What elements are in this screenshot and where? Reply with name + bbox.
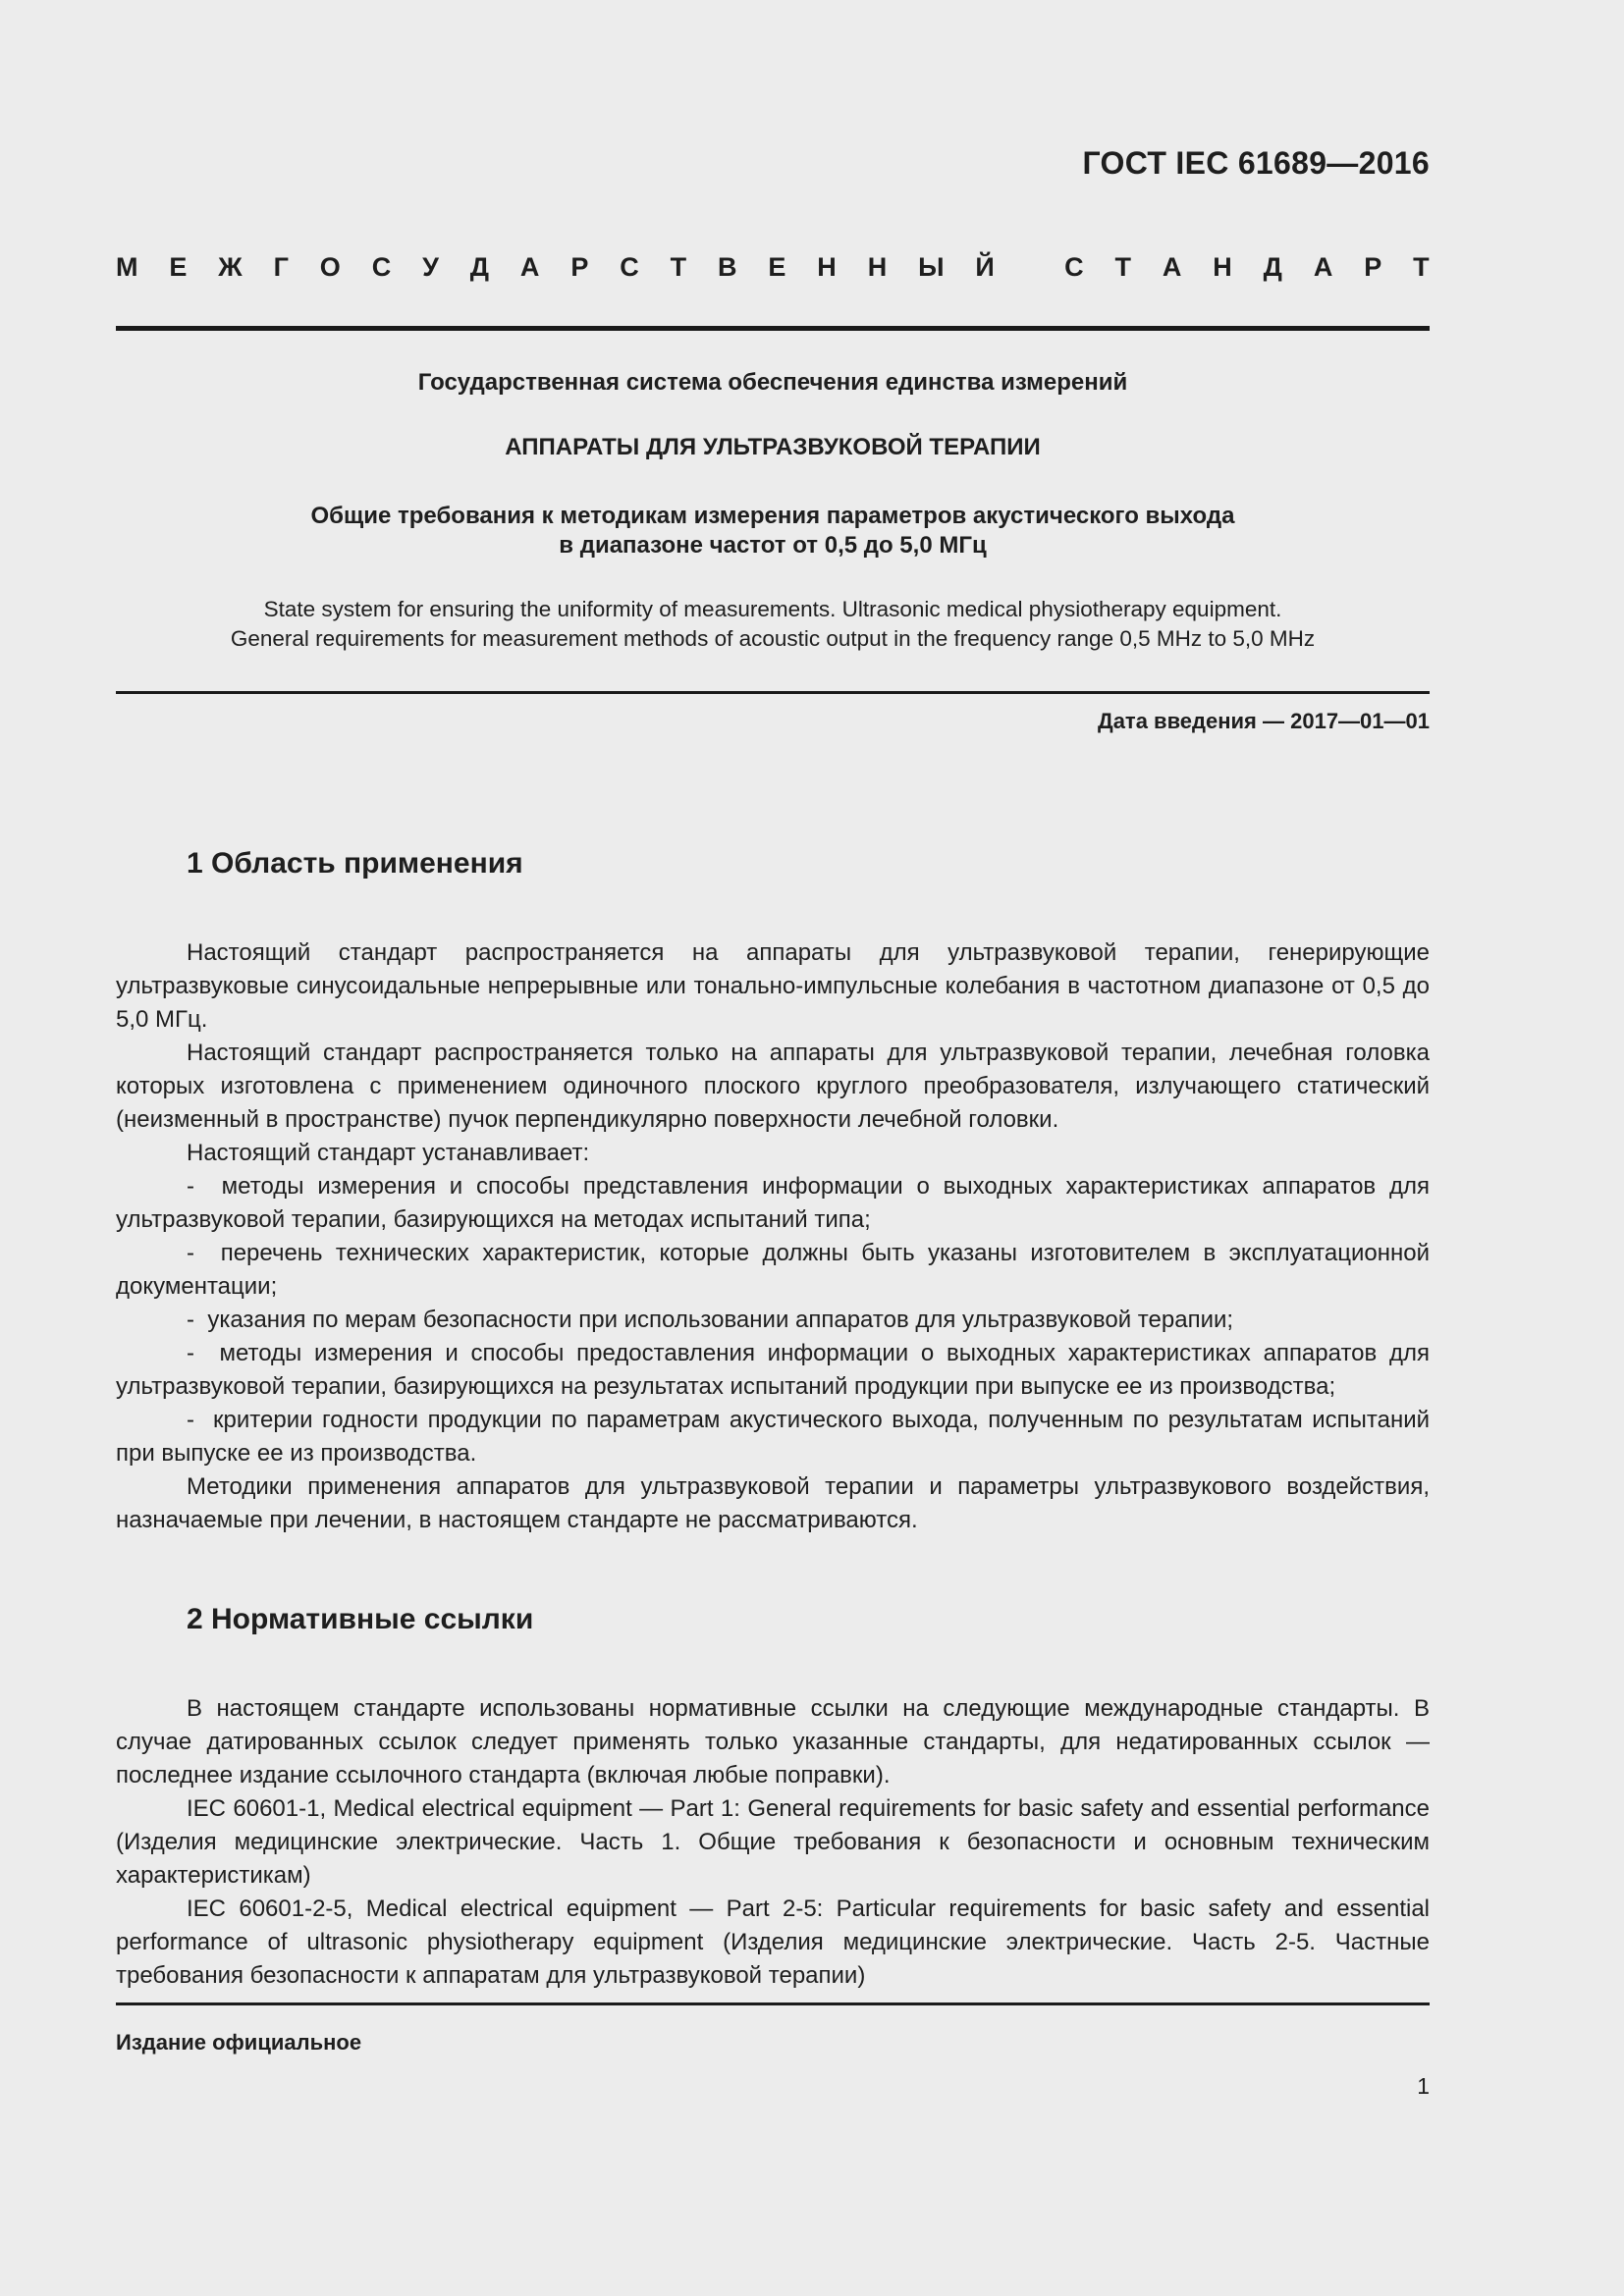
section-normative-references [116,1602,1430,1993]
banner-letter: А [1162,252,1182,282]
list-item: - критерии годности продукции по параметрам акустического выхода, полученным по результатам испытаний при выпуске ее из производства. [116,1404,1430,1470]
banner-letter: Н [1213,252,1232,282]
paragraph: Настоящий стандарт распространяется только на аппараты для ультразвуковой терапии, лечебная головка которых изготовлена с применением одиночного плоского круглого преобразователя, излучающего статический (неизменный в пространстве) пучок перпендикулярно поверхности лечебной головки. [116,1040,1430,1133]
banner-letter: Н [867,252,888,282]
main-title: АППАРАТЫ ДЛЯ УЛЬТРАЗВУКОВОЙ ТЕРАПИИ [505,434,1041,460]
english-title-line-2: General requirements for measurement methods of acoustic output in the frequency range 0,5 MHz to 5,0 MHz [230,626,1316,651]
section-scope [116,846,1430,1537]
footer-divider [116,2002,1430,2005]
banner-letter: Ж [218,252,243,282]
paragraph: IEC 60601-1, Medical electrical equipment — Part 1: General requirements for basic safety and essential performance (Изделия медицинские электрические. Часть 1. Общие требования к безопасности и основным техническим характеристикам) [116,1795,1430,1889]
paragraph: Настоящий стандарт распространяется на аппараты для ультразвуковой терапии, генерирующие ультразвуковые синусоидальные непрерывные или тонально-импульсные колебания в частотном диапазоне от 0,5 до 5,0 МГц. [116,939,1430,1033]
sub-title-line-1: Общие требования к методикам измерения параметров акустического выхода [310,503,1235,529]
banner-letter: Т [1114,252,1131,282]
standard-code: ГОСТ IEC 61689—2016 [1082,145,1430,181]
paragraph: В настоящем стандарте использованы нормативные ссылки на следующие международные стандарты. В случае датированных ссылок следует применять только указанные стандарты, для недатированных ссылок — последнее издание ссылочного стандарта (включая любые поправки). [116,1695,1430,1789]
paragraph: Методики применения аппаратов для ультразвуковой терапии и параметры ультразвукового воздействия, назначаемые при лечении, в настоящем стандарте не рассматриваются. [116,1473,1430,1533]
banner-letter: Й [975,252,995,282]
title-divider [116,691,1430,694]
section-heading: 1 Область применения [187,847,523,880]
english-title-line-1: State system for ensuring the uniformity of measurements. Ultrasonic medical physiotherapy equipment. [263,597,1282,621]
introduction-date: Дата введения — 2017—01—01 [1098,709,1430,733]
banner-letter: В [718,252,737,282]
section-heading: 2 Нормативные ссылки [187,1603,534,1635]
banner-letter: Д [469,252,490,282]
english-title [116,595,1430,654]
sub-title [116,502,1430,561]
banner-letter: А [1313,252,1333,282]
official-edition-label: Издание официальное [116,2030,362,2055]
header-divider [116,326,1430,331]
list-item: - методы измерения и способы представления информации о выходных характеристиках аппаратов для ультразвуковой терапии, базирующихся на методах испытаний типа; [116,1170,1430,1237]
banner-letter: С [371,252,392,282]
banner-letter: М [116,252,138,282]
sub-title-line-2: в диапазоне частот от 0,5 до 5,0 МГц [559,532,987,559]
paragraph: IEC 60601-2-5, Medical electrical equipment — Part 2-5: Particular requirements for basic safety and essential performance of ultrasonic physiotherapy equipment (Изделия медицинские электрические. Часть 2-5. Частные требования безопасности к аппаратам для ультразвуковой терапии) [116,1896,1430,1989]
list-item: - методы измерения и способы предоставления информации о выходных характеристиках аппаратов для ультразвуковой терапии, базирующихся на результатах испытаний продукции при выпуске ее из производства; [116,1337,1430,1404]
system-title: Государственная система обеспечения единства измерений [417,369,1128,396]
banner-letter: Н [817,252,837,282]
banner-letter: А [519,252,540,282]
banner-letter: Р [570,252,589,282]
interstate-standard-banner [116,252,1430,283]
banner-letter: Е [768,252,786,282]
banner-letter: Т [670,252,687,282]
banner-letter: У [422,252,439,282]
banner-letter: Г [273,252,289,282]
list-item: - перечень технических характеристик, которые должны быть указаны изготовителем в эксплуатационной документации; [116,1237,1430,1304]
banner-letter: С [620,252,639,282]
page-number: 1 [1417,2073,1430,2099]
banner-letter: Р [1364,252,1382,282]
list-item: - указания по мерам безопасности при использовании аппаратов для ультразвуковой терапии; [116,1304,1430,1337]
banner-letter: Д [1263,252,1282,282]
paragraph: Настоящий стандарт устанавливает: [187,1140,590,1166]
banner-word-gap [1026,252,1034,283]
banner-letter: С [1064,252,1084,282]
banner-letter: Т [1413,252,1430,282]
banner-letter: О [319,252,341,282]
banner-letter: Е [169,252,188,282]
banner-letter: Ы [918,252,945,282]
